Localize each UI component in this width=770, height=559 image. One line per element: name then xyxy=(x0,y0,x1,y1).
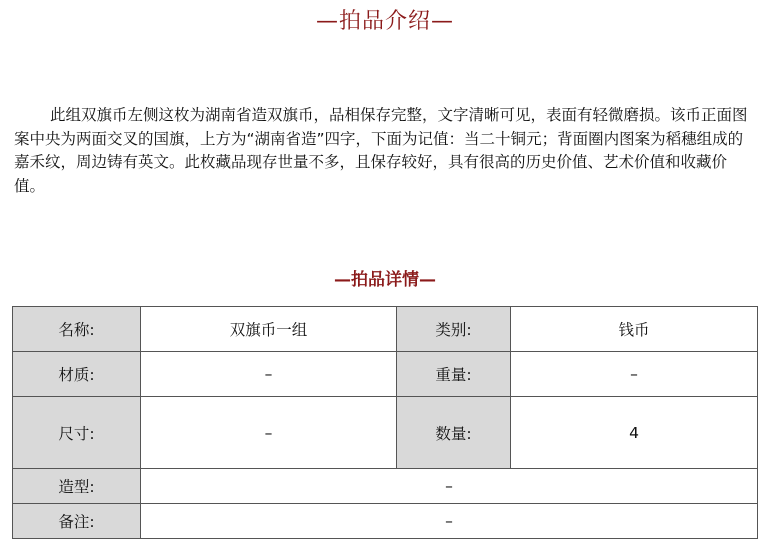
shape-label: 造型: xyxy=(13,469,141,504)
category-value: 钱币 xyxy=(511,307,758,352)
quantity-label: 数量: xyxy=(397,397,511,469)
details-table xyxy=(12,306,758,539)
item-description: 此组双旗币左侧这枚为湖南省造双旗币，品相保存完整，文字清晰可见，表面有轻微磨损。该币正面图案中央为两面交叉的国旗，上方为“湖南省造”四字，下面为记值：当二十铜元；背面圈内图案为稻穗组成的嘉禾纹，周边铸有英文。此枚藏品现存世量不多，且保存较好，具有很高的历史价值、艺术价值和收藏价值。 xyxy=(14,106,748,195)
name-label: 名称: xyxy=(13,307,141,352)
table-row xyxy=(13,352,758,397)
quantity-value: 4 xyxy=(511,397,758,469)
table-row xyxy=(13,307,758,352)
shape-value: – xyxy=(141,469,758,504)
material-value: – xyxy=(141,352,397,397)
table-row xyxy=(13,397,758,469)
category-label: 类别: xyxy=(397,307,511,352)
table-row xyxy=(13,469,758,504)
details-section-title: —拍品详情— xyxy=(334,270,436,290)
size-value: – xyxy=(141,397,397,469)
table-row xyxy=(13,504,758,539)
remarks-value: – xyxy=(141,504,758,539)
remarks-label: 备注: xyxy=(13,504,141,539)
material-label: 材质: xyxy=(13,352,141,397)
weight-value: – xyxy=(511,352,758,397)
name-value: 双旗币一组 xyxy=(141,307,397,352)
size-label: 尺寸: xyxy=(13,397,141,469)
weight-label: 重量: xyxy=(397,352,511,397)
page-title: —拍品介绍— xyxy=(315,9,454,34)
